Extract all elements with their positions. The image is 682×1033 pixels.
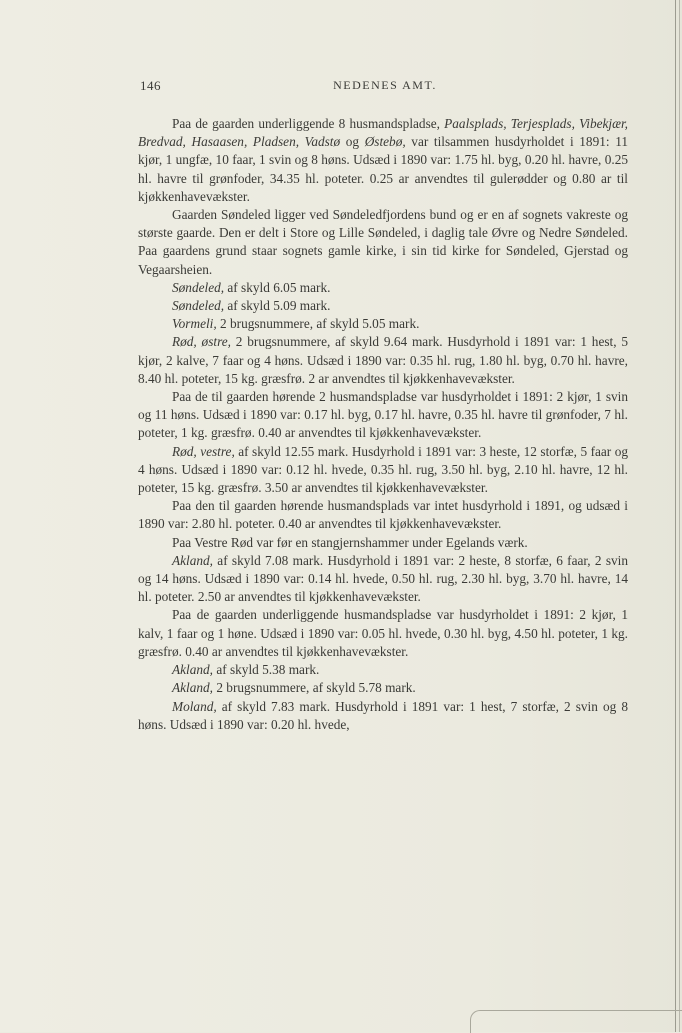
text-run: 2 brugsnummere, af skyld 9.64 mark. Husdyrhold i 1891 var: 1 hest, 5 kjør, 2 kalve, 7 faar og 4 høns. Udsæd i 1890 var: 0.35 hl. rug, 1.80 hl. byg, 0.70 hl. havre, 8.40 hl. poteter, 15 kg. græsfrø. 2 ar anvendtes til kjøkkenhavevækster. [138, 334, 628, 386]
paragraph [138, 443, 628, 498]
text-run: Paa Vestre Rød var før en stangjernshammer under Egelands værk. [172, 534, 528, 550]
page-edge-line-outer [679, 0, 680, 1032]
text-run: af skyld 7.08 mark. Husdyrhold i 1891 var: 2 heste, 8 storfæ, 6 faar, 2 svin og 14 høns. Udsæd i 1890 var: 0.14 hl. hvede, 0.50 hl. rug, 2.30 hl. byg, 3.70 hl. havre, 14 hl. poteter. 2.50 ar anvendtes til kjøkkenhavevækster. [138, 552, 628, 605]
italic-run: Paalsplads, Terjesplads, Vibekjær, Bredvad, Hasaasen, Pladsen, Vadstø [138, 116, 628, 150]
page-edge-line [675, 0, 676, 1032]
text-run: og [340, 134, 365, 150]
italic-run: Østebø, [364, 134, 406, 150]
page-number: 146 [140, 78, 161, 93]
italic-run: Søndeled, [172, 298, 225, 314]
italic-run: Vormeli, [172, 316, 217, 332]
paragraph [138, 698, 628, 734]
text-run: af skyld 5.38 mark. [213, 662, 320, 678]
paragraph [138, 388, 628, 443]
paragraph [138, 297, 628, 315]
text-run: af skyld 5.09 mark. [224, 298, 331, 314]
paragraph [138, 279, 628, 297]
italic-run: Akland, [172, 662, 213, 678]
text-run: af skyld 6.05 mark. [224, 279, 331, 295]
page-corner-mark [470, 1010, 682, 1033]
italic-run: Rød, vestre, [172, 443, 235, 459]
paragraph [138, 606, 628, 661]
text-run: Paa den til gaarden hørende husmandsplads var intet husdyrhold i 1891, og udsæd i 1890 var: 2.80 hl. poteter. 0.40 ar anvendtes til kjøkkenhavevækster. [138, 498, 628, 532]
text-run: Paa de til gaarden hørende 2 husmandspladse var husdyrholdet i 1891: 2 kjør, 1 svin og 11 høns. Udsæd i 1890 var: 0.17 hl. byg, 0.17 hl. havre, 0.35 hl. havre til grønfoder, 7 hl. poteter, 1 kg. græsfrø. 0.40 ar anvendtes til kjøkkenhavevækster. [138, 389, 628, 441]
text-run: Paa de gaarden underliggende 8 husmandspladse, [172, 116, 445, 131]
paragraph [138, 679, 628, 697]
paragraph [138, 315, 628, 333]
text-run: Gaarden Søndeled ligger ved Søndeledfjordens bund og er en af sognets vakreste og største gaarde. Den er delt i Store og Lille Søndeled, i daglig tale Øvre og Nedre Søndeled. Paa gaardens grund staar sognets gamle kirke, i sin tid kirke for Søndeled, Gjerstad og Vegaarsheien. [138, 207, 628, 277]
body-text [138, 115, 628, 734]
paragraph [138, 534, 628, 552]
italic-run: Søndeled, [172, 279, 225, 295]
italic-run: Akland, [172, 680, 213, 696]
paragraph [138, 206, 628, 279]
paragraph [138, 333, 628, 388]
italic-run: Moland, [172, 698, 217, 714]
page-header [140, 78, 630, 98]
italic-run: Rød, østre, [172, 334, 231, 350]
text-run: af skyld 12.55 mark. Husdyrhold i 1891 var: 3 heste, 12 storfæ, 5 faar og 4 høns. Udsæd i 1890 var: 0.12 hl. hvede, 0.35 hl. rug, 3.50 hl. byg, 2.10 hl. havre, 12 hl. poteter, 15 kg. græsfrø. 3.50 ar anvendtes til kjøkkenhavevækster. [138, 443, 628, 496]
paragraph [138, 661, 628, 679]
text-run: Paa de gaarden underliggende husmandspladse var husdyrholdet i 1891: 2 kjør, 1 kalv, 1 faar og 1 høne. Udsæd i 1890 var: 0.05 hl. hvede, 0.30 hl. byg, 4.50 hl. poteter, 1 kg. græsfrø. 0.40 ar anvendtes til kjøkkenhavevækster. [138, 607, 628, 659]
text-run: af skyld 7.83 mark. Husdyrhold i 1891 var: 1 hest, 7 storfæ, 2 svin og 8 høns. Udsæd i 1890 var: 0.20 hl. hvede, [138, 698, 628, 732]
running-head: NEDENES AMT. [333, 78, 437, 92]
italic-run: Akland, [172, 552, 213, 568]
paragraph [138, 552, 628, 607]
paragraph [138, 497, 628, 533]
text-run: var tilsammen husdyrholdet i 1891: 11 kjør, 1 ungfæ, 10 faar, 1 svin og 8 høns. Udsæd i 1890 var: 1.75 hl. byg, 0.20 hl. havre, 0.25 hl. havre til grønfoder, 34.35 hl. poteter. 0.25 ar anvendtes til gulerødder og 0.80 ar til kjøkkenhavevækster. [138, 134, 628, 204]
text-run: 2 brugsnummere, af skyld 5.78 mark. [213, 680, 416, 696]
paragraph [138, 115, 628, 206]
text-run: 2 brugsnummere, af skyld 5.05 mark. [216, 316, 420, 332]
